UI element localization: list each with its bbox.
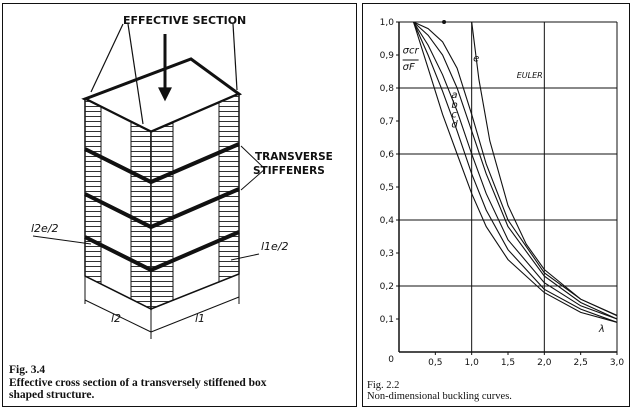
transverse-label: TRANSVERSE — [255, 151, 333, 163]
x-tick-label: 2,5 — [573, 358, 588, 368]
y-tick-label: 0,3 — [379, 249, 394, 259]
hatched-strip-corner-front — [131, 122, 151, 309]
l2-label: l2 — [111, 312, 122, 325]
figure-3-4-panel — [2, 3, 357, 407]
x-tick-label: 0,5 — [428, 358, 443, 368]
series-label-b: b — [451, 99, 458, 111]
series-line-d — [414, 22, 618, 322]
box-structure-drawing — [3, 4, 355, 354]
y-tick-label: 1,0 — [379, 18, 394, 28]
y-tick-label: 0,4 — [379, 216, 394, 226]
l1e-half-label: l1e/2 — [261, 240, 289, 253]
hatched-strip-right — [219, 94, 239, 282]
y-tick-label: 0,1 — [379, 315, 394, 325]
x-tick-label: 1,5 — [500, 358, 516, 368]
figure-2-2-panel — [362, 3, 630, 407]
x-tick-label: 2,0 — [537, 358, 552, 368]
plateau-marker — [442, 20, 446, 24]
l2e-half-label: l2e/2 — [31, 222, 59, 235]
effective-section-label: EFFECTIVE SECTION — [123, 14, 247, 27]
y-tick-label: 0,2 — [379, 282, 394, 292]
caption-line-2: shaped structure. — [9, 389, 95, 402]
xlabel: λ — [598, 324, 605, 336]
y-tick-label: 0,8 — [379, 84, 394, 94]
chart-series — [414, 20, 618, 322]
series-line-c — [414, 22, 618, 322]
stiffeners-label: STIFFENERS — [253, 165, 325, 177]
x-tick-label: 1,0 — [464, 358, 479, 368]
hatched-strip-left — [85, 99, 101, 284]
series-line-a — [414, 22, 618, 319]
series-label-d: d — [451, 119, 458, 131]
caption-line-1: Effective cross section of a transversely stiffened box — [9, 376, 267, 389]
chart-labels — [380, 18, 625, 368]
series-line-e — [414, 22, 618, 316]
y-tick-label: 0,9 — [379, 51, 394, 61]
series-label-a: a — [451, 89, 458, 101]
x-tick-label: 3,0 — [609, 358, 625, 368]
y-tick-label: 0,5 — [379, 183, 394, 193]
y-tick-label: 0,7 — [379, 117, 394, 127]
caption-fig-number: Fig. 3.4 — [9, 364, 46, 377]
origin-label: 0 — [388, 355, 394, 365]
l1-label: l1 — [195, 312, 206, 325]
series-label-e: e — [473, 53, 480, 65]
caption-text: Non-dimensional buckling curves. — [367, 391, 512, 403]
chart-grid — [399, 22, 617, 352]
caption-fig-number: Fig. 2.2 — [367, 379, 400, 391]
series-label-c: c — [451, 109, 457, 121]
ylabel-denominator: σF — [402, 61, 415, 73]
series-line-b — [414, 22, 618, 319]
buckling-chart — [363, 4, 628, 374]
hatched-strip-corner-side — [151, 123, 173, 309]
figure-3-4-caption — [9, 364, 349, 402]
series-label-euler: EULER — [516, 71, 543, 81]
figure-2-2-caption — [367, 380, 627, 403]
y-tick-label: 0,6 — [379, 150, 394, 160]
ylabel-numerator: σcr — [402, 45, 419, 57]
